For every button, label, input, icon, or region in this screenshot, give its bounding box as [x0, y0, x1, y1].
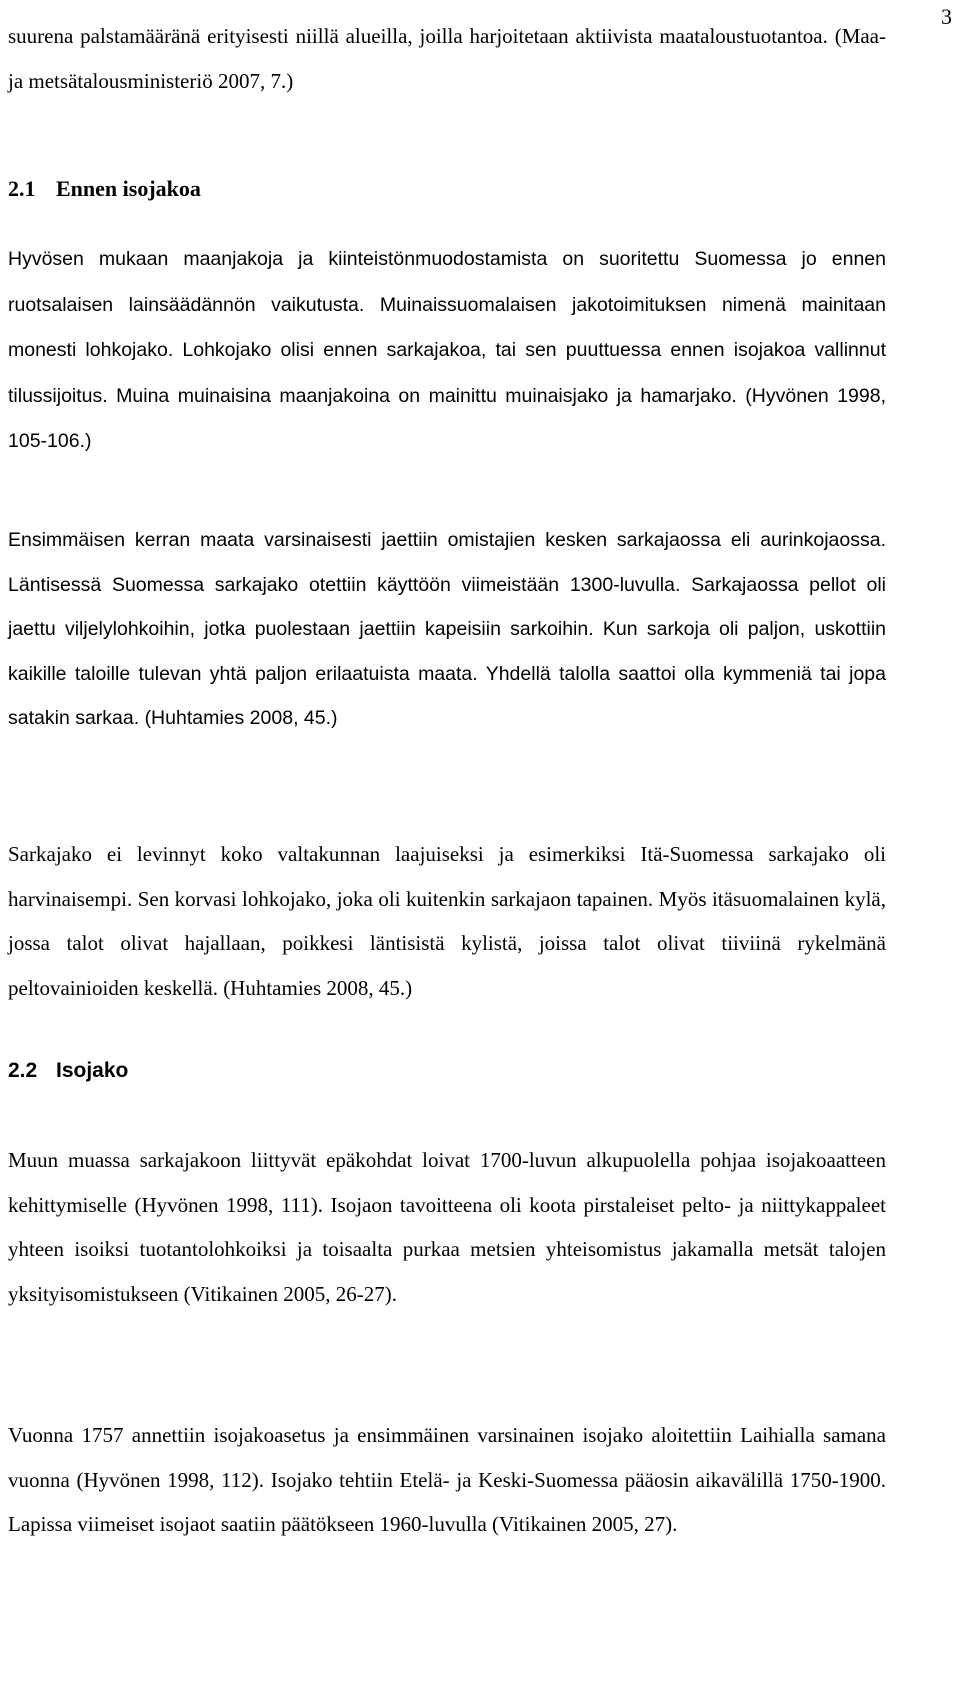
paragraph-isojako-1: Muun muassa sarkajakoon liittyvät epäkohdat loivat 1700-luvun alkupuolella pohjaa isojakoaatteen kehittymiselle (Hyvönen 1998, 111). Isojaon tavoitteena oli koota pirstaleiset pelto- ja niittykappaleet yhteen isoiksi tuotantolohkoiksi ja toisaalta purkaa metsien yhteisomistus jakamalla metsät talojen yksityisomistukseen (Vitikainen 2005, 26-27). — [8, 1148, 886, 1306]
section-title: Isojako — [56, 1059, 129, 1082]
paragraph-ennen-isojakoa-2: Ensimmäisen kerran maata varsinaisesti jaettiin omistajien kesken sarkajaossa eli aurinkojaossa. Läntisessä Suomessa sarkajako otettiin käyttöön viimeistään 1300-luvulla. Sarkajaossa pellot oli jaettu viljelylohkoihin, jotka puolestaan jaettiin kapeisiin sarkoihin. Kun sarkoja oli paljon, uskottiin kaikille taloille tulevan yhtä paljon erilaatuista maata. Yhdellä talolla saattoi olla kymmeniä tai jopa satakin sarkaa. (Huhtamies 2008, 45.) — [8, 529, 886, 730]
paragraph-ennen-isojakoa-3: Sarkajako ei levinnyt koko valtakunnan laajuiseksi ja esimerkiksi Itä-Suomessa sarkajako oli harvinaisempi. Sen korvasi lohkojako, joka oli kuitenkin sarkajaon tapainen. Myös itäsuomalainen kylä, jossa talot olivat hajallaan, poikkesi läntisistä kylistä, joissa talot olivat tiiviinä rykelmänä peltovainioiden keskellä. (Huhtamies 2008, 45.) — [8, 842, 886, 1000]
section-number: 2.1 — [8, 176, 36, 201]
intro-paragraph: suurena palstamääränä erityisesti niillä alueilla, joilla harjoitetaan aktiivista maataloustuotantoa. (Maa- ja metsätalousministeriö 2007, 7.) — [8, 24, 886, 93]
section-title: Ennen isojakoa — [56, 176, 201, 201]
paragraph-isojako-2: Vuonna 1757 annettiin isojakoasetus ja ensimmäinen varsinainen isojako aloitettiin Laihialla samana vuonna (Hyvönen 1998, 112). Isojako tehtiin Etelä- ja Keski-Suomessa pääosin aikavälillä 1750-1900. Lapissa viimeiset isojaot saatiin päätökseen 1960-luvulla (Vitikainen 2005, 27). — [8, 1423, 886, 1537]
paragraph-sans-segment: Hyvösen mukaan maanjakoja ja kiinteistönmuodostamista on suoritettu Suomessa jo ennen ruotsalaisen lainsäädännön vaikutusta. — [8, 248, 886, 316]
section-number: 2.2 — [8, 1059, 38, 1082]
paragraph-ennen-isojakoa-1 — [8, 236, 886, 464]
paragraph-sans-segment-cont: Muinaissuomalaisen jakotoimituksen nimenä mainitaan monesti lohkojako. Lohkojako olisi ennen sarkajakoa, tai sen puuttuessa ennen isojakoa vallinnut tilussijoitus. Muina muinaisina maanjakoina on mainittu muinaisjako ja hamarjako. (Hyvönen 1998, 105-106.) — [8, 293, 886, 453]
section-heading-2-2 — [8, 1056, 128, 1086]
page-number: 3 — [941, 4, 952, 29]
section-heading-2-1 — [8, 174, 201, 204]
